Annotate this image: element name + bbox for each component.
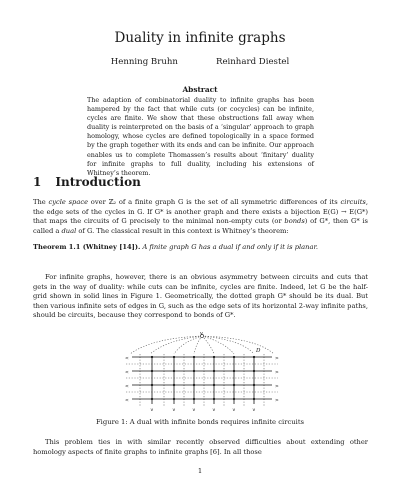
- author-name: Henning Bruhn: [110, 57, 178, 67]
- theorem-label: Theorem 1.1 (Whitney [14]).: [33, 243, 141, 251]
- half-grid-figure: [122, 332, 282, 412]
- svg-text:v: v: [212, 408, 216, 412]
- section-number: 1: [33, 175, 42, 189]
- svg-text:v: v: [172, 408, 176, 412]
- svg-text:<: <: [125, 356, 129, 362]
- svg-text:>: >: [275, 370, 279, 376]
- svg-text:>: >: [275, 398, 279, 404]
- paragraph: The cycle space over ℤ₂ of a finite graph G is the set of all symmetric differences of its circuits, the edge sets of the cycles in G. If G* is another graph and there exists a bijection E(G) → E(G*) that maps the circuits of G precisely to the minimal non-empty cuts (or bonds) of G*, then G* is called a dual of G. The classical result in this context is Whitney’s theorem:: [33, 198, 368, 235]
- svg-text:>: >: [275, 384, 279, 390]
- edge-set-label-d: D: [256, 348, 261, 354]
- paragraph: This problem ties in with similar recently observed difficulties about extending other homology aspects of finite graphs to infinite graphs [6]. In all those: [33, 438, 368, 456]
- paper-title: Duality in infinite graphs: [114, 30, 286, 46]
- vertex-label-v: v: [200, 332, 203, 337]
- paragraph: For infinite graphs, however, there is an obvious asymmetry between circuits and cuts that gets in the way of duality: while cuts can be infinite, cycles are finite. Indeed, let G be the half-grid shown in solid lines in Figure 1. Geometrically, the dotted graph G* should be its dual. But then various infinite sets of edges in G, such as the edge sets of its horizontal 2-way infinite paths, should be circuits, because they correspond to bonds of G*.: [33, 273, 368, 320]
- svg-text:v: v: [192, 408, 196, 412]
- abstract-text: The adaption of combinatorial duality to infinite graphs has been hampered by the fact that while cuts (or cocycles) can be infinite, cycles are finite. We show that these obstructions fall away when duality is reinterpreted on the basis of a ‘singular’ approach to graph homology, whose cycles are defined topologically in a space formed by the graph together with its ends and can be infinite. Our approach enables us to complete Thomassen’s results about ‘finitary’ duality for infinite graphs to full duality, including his extensions of Whitney’s theorem.: [87, 96, 314, 177]
- svg-text:v: v: [150, 408, 154, 412]
- abstract-heading: Abstract: [182, 85, 218, 94]
- section-heading: [33, 175, 141, 189]
- author-name: Reinhard Diestel: [215, 57, 290, 67]
- theorem: [33, 243, 368, 253]
- svg-text:<: <: [125, 384, 129, 390]
- grid-vertices: [151, 356, 255, 400]
- svg-text:v: v: [252, 408, 256, 412]
- page-number: 1: [197, 467, 203, 475]
- svg-text:>: >: [275, 356, 279, 362]
- svg-text:<: <: [125, 370, 129, 376]
- section-title: Introduction: [55, 175, 141, 189]
- figure-caption: Figure 1: A dual with infinite bonds requires infinite circuits: [95, 418, 305, 426]
- svg-text:v: v: [232, 408, 236, 412]
- theorem-statement: A finite graph G has a dual if and only if it is planar.: [140, 243, 319, 251]
- author-list: [0, 57, 400, 67]
- svg-text:<: <: [125, 398, 129, 404]
